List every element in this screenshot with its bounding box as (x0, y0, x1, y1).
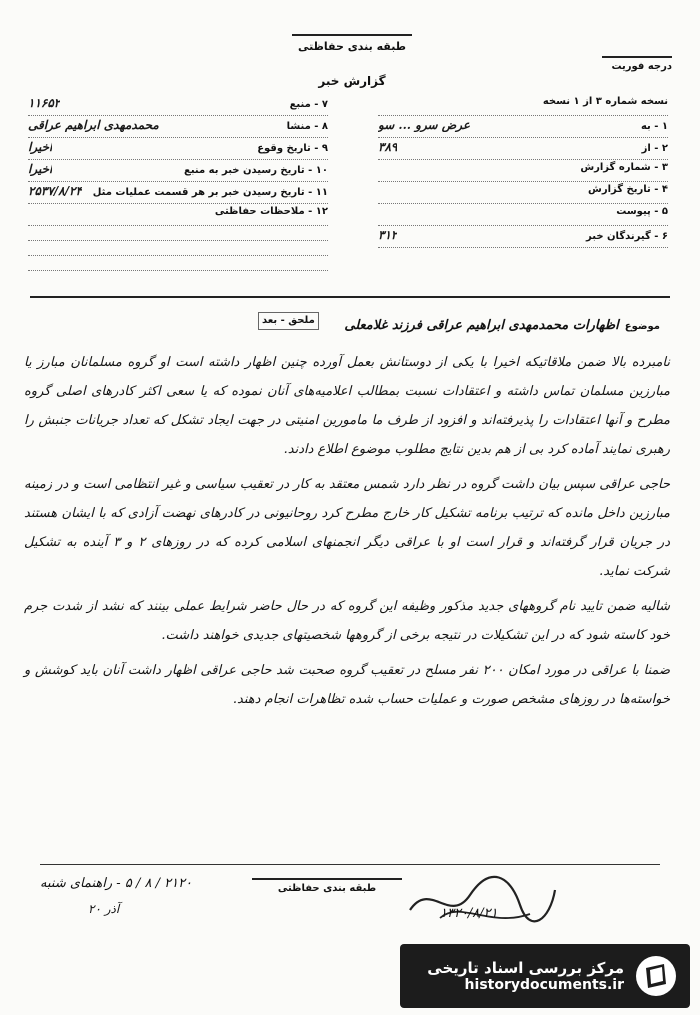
form-row-8 (28, 118, 328, 138)
body-paragraph: شالیه ضمن تایید نام گروههای جدید مذکور وظیفه این گروه که در حال حاضر شرایط عملی بینند که نشد از شدت جرم خود کاسته شود که در این تشکیلات در نتیجه برخی از گروهها شخصیتهای جدیدی خواهند داشت. (24, 599, 670, 643)
subject-value: اظهارات محمدمهدی ابراهیم عراقی فرزند غلامعلی (344, 318, 619, 333)
item-9-value: اخیرا (28, 140, 53, 154)
subject-line (280, 318, 660, 333)
report-body (24, 348, 670, 720)
item-2-label: ۲ - از (641, 143, 668, 154)
form-row-6 (378, 228, 668, 248)
handwritten-note-left-2: آذر ۲۰ (88, 902, 120, 916)
classification-bottom: طبقه بندی حفاظتی (252, 878, 402, 894)
form-row-copy (378, 96, 668, 116)
item-4-label: ۴ - تاریخ گزارش (588, 184, 668, 195)
item-7-label: ۷ - منبع (289, 99, 328, 110)
item-5-label: ۵ - پیوست (616, 206, 668, 217)
report-title: گزارش خبر (318, 74, 386, 88)
item-8-value: محمدمهدی ابراهیم عراقی (28, 118, 159, 132)
form-row-4 (378, 184, 668, 204)
body-paragraph: نامبرده بالا ضمن ملاقاتیکه اخیرا با یکی از دوستانش بعمل آورده چنین اظهار داشته است او گروه مسلمانان مبارز یا مبارزین مسلمان تماس داشته و اعتقادات نسبت بمطالب اعلامیه‌های آنان نموده که یا سعی اکثر کادرهای اصلی گروه مطرح و آنها اعتقادات را پذیرفته‌اند و افزود از طرف ما مامورین امنیتی در جهت ایجاد تشکل که تعداد جریانات جنبش را رهبری نمایند آماده کرد بی از هم بدین نتایج مطلوب موضوع اطلاع دادند. (24, 355, 670, 457)
form-row-5 (378, 206, 668, 226)
item-2-value: ۳۸۹ (378, 140, 398, 154)
item-10-value: اخیرا (28, 162, 53, 176)
item-11-label: ۱۱ - تاریخ رسیدن خبر بر هر قسمت عملیات مثل (92, 187, 328, 198)
form-row-11 (28, 184, 328, 204)
side-label: ملحق - بعد (258, 312, 319, 330)
body-paragraph: حاجی عراقی سپس بیان داشت گروه در نظر دارد شمس معتقد به کار در تعقیب سیاسی و غیر انتظامی است و در زمینه مبارزین داخل مانده که ترتیب برنامه تشکیل کار خارج مطرح کرد روحانیونی در کادرهای نهضت آزادی که با ایشان هستند در جریان قرار گرفته‌اند و قرار است او با عراقی دیگر انجمنهای اسلامی کرده که در روزهای ۲ و ۳ آینده به تشکیل شرکت نماید. (24, 477, 670, 579)
blank-line (28, 258, 328, 271)
subject-label: موضوع (624, 321, 660, 332)
form-row-12 (28, 206, 328, 226)
form-row-1 (378, 118, 668, 138)
item-12-label: ۱۲ - ملاحظات حفاظتی (214, 206, 328, 217)
classification-top: طبقه بندی حفاظتی (292, 34, 412, 53)
item-6-label: ۶ - گیرندگان خبر (586, 231, 668, 242)
form-row-10 (28, 162, 328, 182)
form-row-7 (28, 96, 328, 116)
handwritten-note-left: ۲۱۲۰ / ۸ / ۵ - راهنمای شنبه (40, 876, 193, 891)
form-right (378, 96, 668, 250)
item-1-label: ۱ - به (640, 121, 668, 132)
blank-line (28, 243, 328, 256)
item-9-label: ۹ - تاریخ وقوع (257, 143, 328, 154)
form-row-2 (378, 140, 668, 160)
item-7-value: ۱۱۶۵۲ (28, 96, 61, 110)
archive-logo-icon (634, 954, 678, 998)
item-11-value: ۲۵۳۷/۸/۲۴ (28, 184, 82, 198)
signature-divider (40, 864, 660, 865)
copy-label: نسخه شماره ۳ از ۱ نسخه (542, 96, 668, 107)
item-6-value: ۳۱۲ (378, 228, 398, 242)
item-1-value: عرض سرو ... سو (378, 118, 471, 132)
handwritten-date-right: ۱۳۲۰/۸/۲۱ (440, 906, 498, 921)
footer-site: historydocuments.ir (464, 977, 624, 993)
watermark-footer (400, 944, 690, 1008)
blank-line (28, 228, 328, 241)
signature-scribble (400, 870, 560, 930)
header-divider (30, 296, 670, 298)
body-paragraph: ضمنا با عراقی در مورد امکان ۲۰۰ نفر مسلح در تعقیب گروه صحبت شد حاجی عراقی اظهار داشت آنان باید کوشش و خواسته‌ها در روزهای مشخص صورت و عملیات حساب شده تظاهرات انجام دهند. (24, 663, 670, 707)
form-left (28, 96, 328, 271)
form-row-3 (378, 162, 668, 182)
footer-org-name: مرکز بررسی اسناد تاریخی (427, 959, 624, 977)
urgency-label: درجه فوریت (602, 56, 672, 72)
item-8-label: ۸ - منشا (286, 121, 328, 132)
item-10-label: ۱۰ - تاریخ رسیدن خبر به منبع (184, 165, 328, 176)
item-3-label: ۳ - شماره گزارش (580, 162, 668, 173)
form-row-9 (28, 140, 328, 160)
